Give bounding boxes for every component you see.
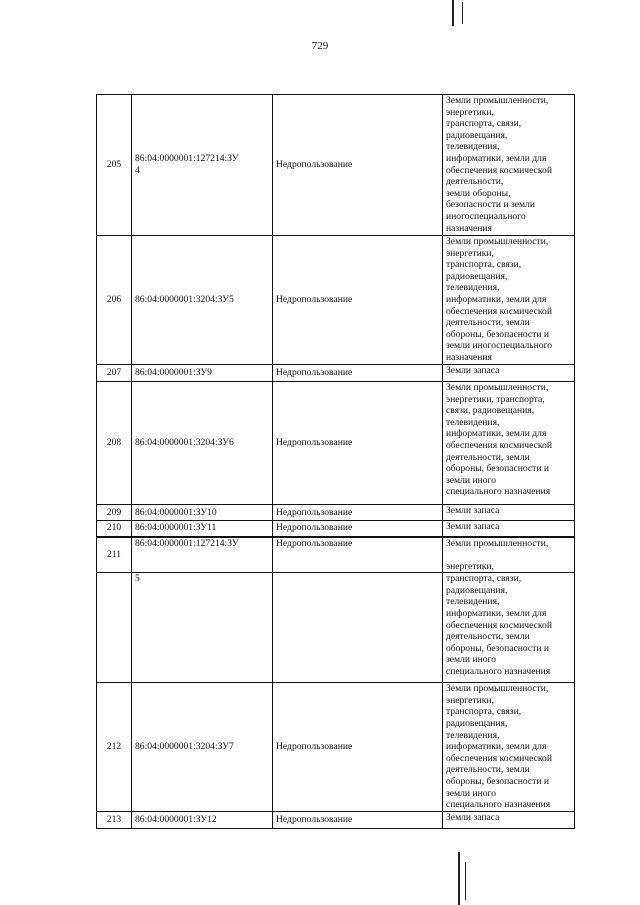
land-category-line: безопасности и земли [446,199,536,211]
land-category-line: назначения [446,222,492,234]
land-category-line: обеспечения космической [446,164,552,176]
land-category [443,505,575,521]
land-category-line: деятельности, [446,176,504,188]
land-category-line: информатики, земли для [446,608,547,620]
land-category-line: земли обороны, [446,187,511,199]
cadastral-number: 86:04:0000001:127214:ЗУ [135,537,239,549]
land-category-line: обеспечения космической [446,619,552,631]
cadastral-number: 86:04:0000001:3204:ЗУ7 [135,741,234,753]
land-category-line: энергетики, транспорта, [446,393,545,405]
land-category-line: специального назначения [446,799,551,811]
cadastral-number: 86:04:0000001:127214:ЗУ [135,153,239,165]
permitted-use: Недропользование [273,505,443,521]
row-number: 205 [97,95,132,236]
land-category [443,236,575,365]
land-category-line: транспорта, связи, [446,573,522,585]
row-number: 208 [97,382,132,505]
row-number: 210 [97,521,132,537]
land-category-line: радиовещания, [446,270,508,282]
land-category-line: Земли запаса [446,365,500,376]
permitted-use: Недропользование [273,365,443,382]
permitted-use: Недропользование [273,95,443,236]
cadastral-number: 86:04:0000001:3204:ЗУ5 [135,294,234,306]
land-category-line: радиовещания, [446,129,508,141]
row-number: 207 [97,365,132,382]
land-category-line: обороны, безопасности и [446,463,550,475]
land-category-line: Земли запаса [446,521,500,532]
permitted-use: Недропользование [273,382,443,505]
land-category-line: Земли промышленности, [446,95,549,106]
land-category-line: транспорта, связи, [446,706,522,718]
land-category [443,683,575,812]
land-category-line: обеспечения космической [446,305,552,317]
table-row [97,573,575,683]
row-number: 213 [97,811,132,828]
land-category-line: Земли запаса [446,811,500,823]
land-plots-table [96,94,574,829]
land-category-line: информатики, земли для [446,293,547,305]
row-number: 209 [97,505,132,521]
permitted-use [273,573,443,683]
land-category-line: обеспечения космической [446,439,552,451]
cadastral-number-cell [132,811,273,828]
land-category-line: земли иногоспециального [446,340,553,352]
land-category-line: Земли промышленности, [446,683,549,695]
land-category-line: земли иного [446,474,496,486]
land-category-line: транспорта, связи, [446,118,522,130]
land-category-line: обороны, безопасности и [446,776,550,788]
land-category-line: радиовещания, [446,584,508,596]
land-category-line: Земли промышленности, [446,537,549,549]
cadastral-number-cell [132,365,273,382]
cadastral-number: 86:04:0000001:ЗУ10 [135,506,217,518]
table-row [97,537,575,573]
row-number [97,573,132,683]
table-row [97,521,575,537]
land-category-line: деятельности, земли [446,451,530,463]
land-category-line [446,549,571,561]
page-number: 729 [311,40,329,52]
land-category-line: телевидения, [446,282,500,294]
land-category [443,811,575,828]
cadastral-number-cell [132,505,273,521]
land-category-line: телевидения, [446,416,500,428]
land-category-line: Земли промышленности, [446,382,549,393]
permitted-use: Недропользование [273,683,443,812]
cadastral-number-cell [132,236,273,365]
permitted-use: Недропользование [273,521,443,537]
row-number: 206 [97,236,132,365]
land-category-line: информатики, земли для [446,741,547,753]
cadastral-number: 86:04:0000001:ЗУ12 [135,814,217,826]
land-category-line: иногоспециального [446,210,526,222]
table-row [97,95,575,236]
land-category [443,382,575,505]
land-category-line: энергетики, [446,694,494,706]
land-category [443,521,575,537]
table-row [97,236,575,365]
land-category-line: Земли промышленности, [446,236,549,247]
land-category-line: телевидения, [446,729,500,741]
row-number: 212 [97,683,132,812]
scan-edge-mark-bottom-2 [465,862,466,900]
land-category-line: телевидения, [446,141,500,153]
land-category-line: специального назначения [446,486,551,498]
land-category [443,573,575,683]
scan-edge-mark-top [452,0,454,26]
land-category-line: земли иного [446,787,496,799]
land-category-line: информатики, земли для [446,152,547,164]
land-category-line: деятельности, земли [446,631,530,643]
table-row [97,382,575,505]
land-category-line: телевидения, [446,596,500,608]
land-category-line: назначения [446,351,492,363]
scan-edge-mark-bottom [458,852,460,905]
cadastral-number: 86:04:0000001:ЗУ9 [135,367,212,379]
land-category-line: специального назначения [446,666,551,678]
cadastral-number: 5 [135,573,140,585]
table-row [97,365,575,382]
land-category-line: Земли запаса [446,505,500,516]
land-category-line: деятельности, земли [446,764,530,776]
land-category-line: обеспечения космической [446,752,552,764]
scan-edge-mark-top-2 [462,2,463,24]
cadastral-number-cell [132,95,273,236]
land-category-line: деятельности, земли [446,317,530,329]
permitted-use: Недропользование [273,236,443,365]
table-row [97,811,575,828]
table-row [97,683,575,812]
land-category-line: энергетики, [446,247,494,259]
cadastral-number-cell [132,521,273,537]
land-category-line: земли иного [446,654,496,666]
land-category-line: транспорта, связи, [446,259,522,271]
cadastral-number-cell [132,537,273,573]
land-category [443,537,575,573]
cadastral-number: 86:04:0000001:ЗУ11 [135,522,217,534]
permitted-use: Недропользование [273,811,443,828]
land-category-line: обороны, безопасности и [446,328,550,340]
permitted-use: Недропользование [273,537,443,573]
row-number: 211 [97,537,132,573]
land-category-line: связи, радиовещания, [446,405,535,417]
land-category-line: энергетики, [446,560,494,572]
land-category-line: информатики, земли для [446,428,547,440]
cadastral-number: 86:04:0000001:3204:ЗУ6 [135,437,234,449]
land-category-line: энергетики, [446,106,494,118]
table-row [97,505,575,521]
land-category-line: обороны, безопасности и [446,642,550,654]
land-category [443,365,575,382]
cadastral-number-cell [132,683,273,812]
cadastral-number: 4 [135,165,140,176]
table-body [97,95,575,829]
land-category-line: радиовещания, [446,718,508,730]
cadastral-number-cell [132,573,273,683]
cadastral-number-cell [132,382,273,505]
land-category [443,95,575,236]
